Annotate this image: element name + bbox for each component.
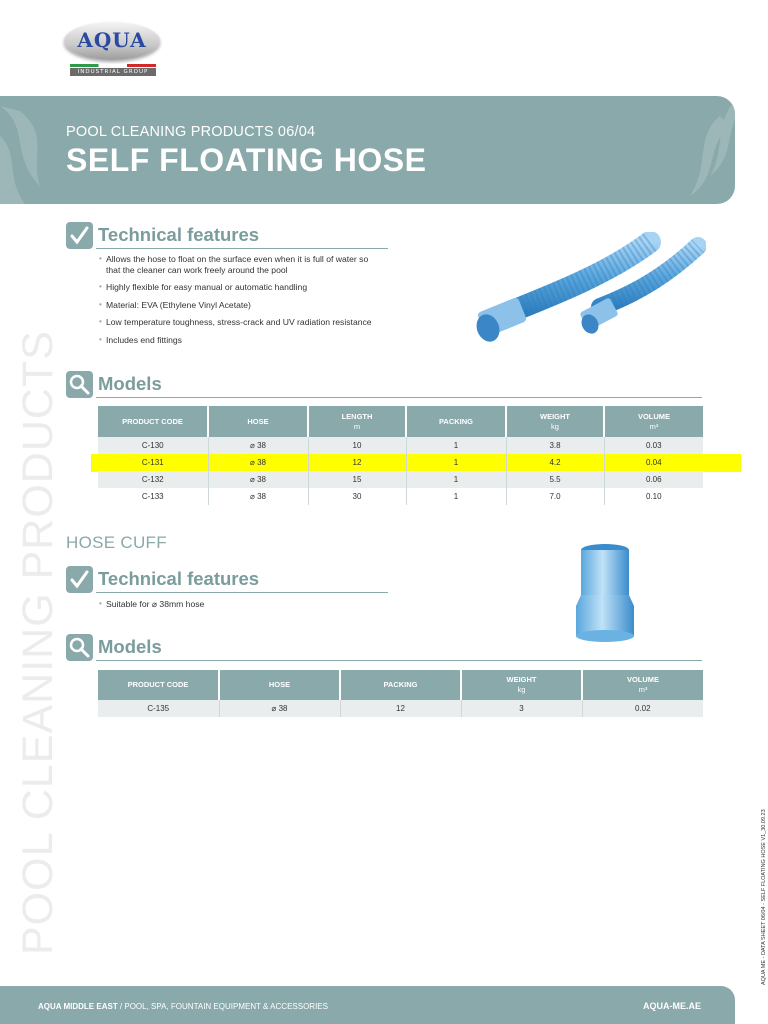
page-title: SELF FLOATING HOSE: [66, 142, 427, 178]
cell-packing: 1: [406, 454, 506, 471]
feature-item: • Allows the hose to float on the surface even when it is full of water so that the cleaner can work freely around the pool: [99, 254, 379, 275]
cell-hose: ⌀ 38: [208, 471, 308, 488]
table-row: [98, 488, 703, 505]
cell-weight: 4.2: [506, 454, 604, 471]
header-band: [0, 96, 735, 204]
logo-wordmark: AQUA: [77, 28, 147, 52]
feature-item: • Suitable for ⌀ 38mm hose: [99, 599, 379, 610]
footer-company-name: AQUA MIDDLE EAST: [38, 1002, 118, 1011]
column-header: WEIGHT kg: [461, 670, 582, 700]
cell-packing: 1: [406, 437, 506, 454]
cell-code: C-132: [98, 471, 208, 488]
heading-rule: [96, 397, 702, 398]
cell-volume: 0.06: [604, 471, 703, 488]
column-header: PACKING: [406, 406, 506, 437]
wave-decoration-right: [680, 96, 735, 204]
features-list: [99, 254, 379, 352]
footer-company: [38, 1002, 328, 1011]
column-header: HOSE: [208, 406, 308, 437]
cell-hose: ⌀ 38: [208, 488, 308, 505]
magnifier-icon: [66, 371, 93, 398]
column-header: VOLUME m³: [582, 670, 703, 700]
table-header-row: [98, 670, 703, 700]
logo-flag-stripe: [70, 64, 156, 67]
models-table: [98, 406, 703, 505]
table-header-row: [98, 406, 703, 437]
side-watermark-text: POOL CLEANING PRODUCTS: [14, 330, 62, 955]
models-title: Models: [98, 636, 162, 657]
cell-weight: 5.5: [506, 471, 604, 488]
features-list: [99, 599, 379, 617]
cell-packing: 12: [340, 700, 461, 717]
wave-decoration-left: [0, 96, 60, 204]
cell-length: 10: [308, 437, 406, 454]
floating-hose-image: [470, 232, 706, 352]
heading-rule: [96, 660, 702, 661]
heading-rule: [96, 248, 388, 249]
cell-length: 15: [308, 471, 406, 488]
cell-weight: 3.8: [506, 437, 604, 454]
footer-description: / POOL, SPA, FOUNTAIN EQUIPMENT & ACCESSORIES: [117, 1002, 328, 1011]
cell-code: C-135: [98, 700, 219, 717]
feature-item: • Highly flexible for easy manual or automatic handling: [99, 282, 379, 293]
footer-bar: [0, 986, 735, 1024]
column-header: WEIGHT kg: [506, 406, 604, 437]
cell-hose: ⌀ 38: [219, 700, 340, 717]
feature-item: • Low temperature toughness, stress-crack and UV radiation resistance: [99, 317, 379, 328]
document-reference: AQUA ME - DATA SHEET 06/04 - SELF FLOATING HOSE V1_30.09.23: [761, 809, 767, 985]
cell-length: 30: [308, 488, 406, 505]
cell-packing: 1: [406, 471, 506, 488]
cell-packing: 1: [406, 488, 506, 505]
feature-item: • Material: EVA (Ethylene Vinyl Acetate): [99, 300, 379, 311]
hose-cuff-label: HOSE CUFF: [66, 533, 167, 552]
column-header: HOSE: [219, 670, 340, 700]
column-header: VOLUME m³: [604, 406, 703, 437]
header-subtitle: POOL CLEANING PRODUCTS 06/04: [66, 124, 316, 140]
checkmark-icon: [66, 566, 93, 593]
cell-volume: 0.02: [582, 700, 703, 717]
models-title: Models: [98, 373, 162, 394]
column-header: LENGTH m: [308, 406, 406, 437]
column-header: PRODUCT CODE: [98, 670, 219, 700]
technical-features-title: Technical features: [98, 224, 260, 245]
table-row: [98, 437, 703, 454]
hose-cuff-table: [98, 670, 703, 717]
feature-item: • Includes end fittings: [99, 335, 379, 346]
cell-code: C-133: [98, 488, 208, 505]
table-row: [98, 471, 703, 488]
cell-code: C-130: [98, 437, 208, 454]
cell-weight: 3: [461, 700, 582, 717]
cell-hose: ⌀ 38: [208, 437, 308, 454]
cell-length: 12: [308, 454, 406, 471]
column-header: PRODUCT CODE: [98, 406, 208, 437]
cell-volume: 0.03: [604, 437, 703, 454]
hose-cuff-image: [570, 540, 640, 645]
cell-volume: 0.04: [645, 458, 662, 467]
magnifier-icon: [66, 634, 93, 661]
checkmark-icon: [66, 222, 93, 249]
cell-weight: 7.0: [506, 488, 604, 505]
table-row: [98, 700, 703, 717]
technical-features-title: Technical features: [98, 568, 260, 589]
cell-hose: ⌀ 38: [208, 454, 308, 471]
footer-website-link[interactable]: AQUA-ME.AE: [643, 1001, 701, 1011]
column-header: PACKING: [340, 670, 461, 700]
table-row-highlighted: [98, 454, 703, 471]
cell-volume: 0.10: [645, 492, 662, 501]
company-logo: [64, 22, 162, 76]
cell-code: C-131: [98, 454, 208, 471]
logo-tagline: INDUSTRIAL GROUP: [70, 68, 156, 76]
heading-rule: [96, 592, 388, 593]
